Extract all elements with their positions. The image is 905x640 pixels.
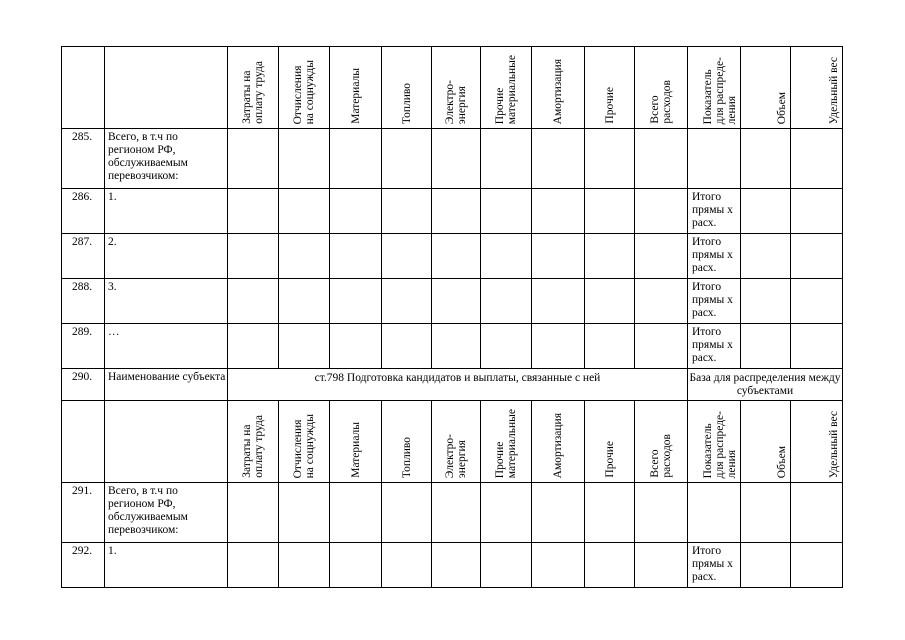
cost-distribution-table bbox=[61, 46, 843, 588]
column-header-wrap bbox=[741, 92, 790, 128]
table-row bbox=[62, 483, 843, 543]
value-cell bbox=[330, 189, 382, 234]
value-cell bbox=[279, 234, 330, 279]
header-name-blank bbox=[105, 401, 228, 483]
column-header-label: Топливо bbox=[400, 436, 413, 478]
column-header-wrap bbox=[330, 68, 381, 128]
value-cell bbox=[635, 234, 688, 279]
share-cell bbox=[791, 483, 843, 543]
header-num-blank bbox=[62, 47, 105, 129]
value-cell bbox=[532, 234, 585, 279]
column-header bbox=[279, 47, 330, 129]
column-header-wrap bbox=[791, 411, 842, 482]
row-name: … bbox=[105, 324, 228, 369]
column-header-label: Затраты на оплату труда bbox=[241, 415, 265, 478]
column-header-wrap bbox=[382, 437, 431, 482]
column-header bbox=[585, 401, 635, 483]
column-header-wrap bbox=[228, 61, 278, 128]
column-header-wrap bbox=[585, 87, 634, 128]
row-number: 289. bbox=[62, 324, 105, 369]
column-header-label: Электро- энергия bbox=[444, 79, 468, 124]
value-cell bbox=[481, 189, 532, 234]
value-cell bbox=[279, 279, 330, 324]
column-header bbox=[688, 401, 741, 483]
column-header bbox=[791, 47, 843, 129]
column-header bbox=[688, 47, 741, 129]
column-header-wrap bbox=[382, 83, 431, 128]
table-row bbox=[62, 189, 843, 234]
value-cell bbox=[228, 129, 279, 189]
column-header-label: Всего расходов bbox=[649, 80, 673, 124]
column-header-wrap bbox=[688, 57, 740, 128]
value-cell bbox=[432, 543, 481, 588]
value-cell bbox=[432, 324, 481, 369]
column-header bbox=[382, 47, 432, 129]
column-header-wrap bbox=[585, 441, 634, 482]
value-cell bbox=[532, 279, 585, 324]
row-name: 1. bbox=[105, 189, 228, 234]
value-cell bbox=[279, 189, 330, 234]
volume-cell bbox=[741, 324, 791, 369]
row-number: 288. bbox=[62, 279, 105, 324]
section-row bbox=[62, 369, 843, 401]
column-header-label: Показатель для распреде- ления bbox=[702, 410, 738, 478]
value-cell bbox=[279, 543, 330, 588]
value-cell bbox=[635, 189, 688, 234]
column-header bbox=[532, 47, 585, 129]
column-header-label: Прочие bbox=[603, 87, 616, 124]
table-row bbox=[62, 129, 843, 189]
column-header-label: Отчисления на соцнужды bbox=[292, 59, 316, 124]
share-cell bbox=[791, 234, 843, 279]
table-row bbox=[62, 234, 843, 279]
column-header-wrap bbox=[635, 80, 687, 128]
column-header-wrap bbox=[688, 411, 740, 482]
value-cell bbox=[382, 279, 432, 324]
value-cell bbox=[330, 129, 382, 189]
column-header bbox=[279, 401, 330, 483]
column-header bbox=[635, 401, 688, 483]
value-cell bbox=[228, 543, 279, 588]
column-header-label: Объем bbox=[776, 445, 788, 478]
value-cell bbox=[432, 189, 481, 234]
column-header-label: Всего расходов bbox=[649, 434, 673, 478]
value-cell bbox=[330, 483, 382, 543]
column-header bbox=[585, 47, 635, 129]
column-header bbox=[228, 47, 279, 129]
value-cell bbox=[585, 234, 635, 279]
value-cell bbox=[481, 234, 532, 279]
volume-cell bbox=[741, 234, 791, 279]
column-header-label: Удельный вес bbox=[828, 410, 840, 478]
column-header-label: Прочие материальные bbox=[494, 54, 518, 124]
volume-cell bbox=[741, 543, 791, 588]
value-cell bbox=[228, 324, 279, 369]
column-header-label: Прочие bbox=[603, 441, 616, 478]
row-indicator: Итого прямы х расх. bbox=[688, 543, 741, 588]
volume-cell bbox=[741, 279, 791, 324]
value-cell bbox=[635, 324, 688, 369]
row-number: 291. bbox=[62, 483, 105, 543]
column-header-label: Прочие материальные bbox=[494, 408, 518, 478]
value-cell bbox=[481, 483, 532, 543]
share-cell bbox=[791, 129, 843, 189]
column-header-label: Затраты на оплату труда bbox=[241, 61, 265, 124]
value-cell bbox=[330, 234, 382, 279]
value-cell bbox=[532, 324, 585, 369]
section-name: Наименование субъекта bbox=[105, 369, 228, 401]
value-cell bbox=[481, 543, 532, 588]
row-indicator: Итого прямы х расх. bbox=[688, 189, 741, 234]
value-cell bbox=[481, 324, 532, 369]
value-cell bbox=[228, 234, 279, 279]
column-header-label: Показатель для распреде- ления bbox=[702, 56, 738, 124]
column-header bbox=[791, 401, 843, 483]
table-row bbox=[62, 324, 843, 369]
value-cell bbox=[279, 129, 330, 189]
value-cell bbox=[635, 483, 688, 543]
volume-cell bbox=[741, 483, 791, 543]
value-cell bbox=[228, 279, 279, 324]
column-header bbox=[330, 47, 382, 129]
row-name: 3. bbox=[105, 279, 228, 324]
column-header bbox=[228, 401, 279, 483]
row-indicator: Итого прямы х расх. bbox=[688, 234, 741, 279]
value-cell bbox=[532, 483, 585, 543]
value-cell bbox=[382, 234, 432, 279]
column-header-wrap bbox=[432, 434, 480, 482]
value-cell bbox=[228, 483, 279, 543]
row-number: 287. bbox=[62, 234, 105, 279]
value-cell bbox=[228, 189, 279, 234]
distribution-base: База для распределения между субъектами bbox=[688, 369, 843, 401]
column-header-label: Топливо bbox=[400, 82, 413, 124]
value-cell bbox=[432, 279, 481, 324]
row-name: Всего, в т.ч по регионом РФ, обслуживаемым перевозчиком: bbox=[105, 129, 228, 189]
value-cell bbox=[330, 543, 382, 588]
value-cell bbox=[382, 324, 432, 369]
table-row bbox=[62, 279, 843, 324]
column-header-wrap bbox=[635, 434, 687, 482]
value-cell bbox=[432, 234, 481, 279]
value-cell bbox=[481, 129, 532, 189]
column-header-wrap bbox=[532, 413, 584, 482]
column-header bbox=[432, 47, 481, 129]
column-header-wrap bbox=[532, 59, 584, 128]
value-cell bbox=[279, 324, 330, 369]
volume-cell bbox=[741, 189, 791, 234]
column-header-wrap bbox=[228, 415, 278, 482]
value-cell bbox=[585, 279, 635, 324]
column-header-wrap bbox=[330, 422, 381, 482]
value-cell bbox=[585, 129, 635, 189]
column-header bbox=[532, 401, 585, 483]
column-header-wrap bbox=[481, 409, 531, 482]
value-cell bbox=[481, 279, 532, 324]
row-number: 285. bbox=[62, 129, 105, 189]
column-header bbox=[741, 401, 791, 483]
row-indicator: Итого прямы х расх. bbox=[688, 324, 741, 369]
column-header-wrap bbox=[279, 60, 329, 128]
value-cell bbox=[432, 129, 481, 189]
column-header-label: Амортизация bbox=[552, 58, 564, 124]
table-body bbox=[62, 47, 843, 588]
value-cell bbox=[382, 129, 432, 189]
share-cell bbox=[791, 279, 843, 324]
column-header-label: Отчисления на соцнужды bbox=[292, 413, 316, 478]
value-cell bbox=[382, 483, 432, 543]
value-cell bbox=[432, 483, 481, 543]
column-header-label: Материалы bbox=[349, 422, 362, 478]
row-name: 2. bbox=[105, 234, 228, 279]
value-cell bbox=[279, 483, 330, 543]
value-cell bbox=[532, 543, 585, 588]
column-header-row bbox=[62, 401, 843, 483]
header-name-blank bbox=[105, 47, 228, 129]
column-header-label: Материалы bbox=[349, 68, 362, 124]
value-cell bbox=[330, 324, 382, 369]
row-indicator: Итого прямы х расх. bbox=[688, 279, 741, 324]
value-cell bbox=[532, 189, 585, 234]
value-cell bbox=[585, 189, 635, 234]
row-name: 1. bbox=[105, 543, 228, 588]
column-header bbox=[481, 401, 532, 483]
value-cell bbox=[382, 189, 432, 234]
value-cell bbox=[585, 543, 635, 588]
column-header-row bbox=[62, 47, 843, 129]
volume-cell bbox=[741, 129, 791, 189]
column-header-wrap bbox=[481, 55, 531, 128]
row-indicator bbox=[688, 483, 741, 543]
column-header-label: Электро- энергия bbox=[444, 433, 468, 478]
column-header bbox=[635, 47, 688, 129]
value-cell bbox=[330, 279, 382, 324]
value-cell bbox=[585, 483, 635, 543]
column-header-wrap bbox=[791, 57, 842, 128]
value-cell bbox=[635, 543, 688, 588]
row-indicator bbox=[688, 129, 741, 189]
column-header-wrap bbox=[432, 80, 480, 128]
value-cell bbox=[635, 279, 688, 324]
row-number: 286. bbox=[62, 189, 105, 234]
table-row bbox=[62, 543, 843, 588]
column-header bbox=[741, 47, 791, 129]
value-cell bbox=[532, 129, 585, 189]
value-cell bbox=[382, 543, 432, 588]
value-cell bbox=[635, 129, 688, 189]
value-cell bbox=[585, 324, 635, 369]
share-cell bbox=[791, 189, 843, 234]
row-name: Всего, в т.ч по регионом РФ, обслуживаемым перевозчиком: bbox=[105, 483, 228, 543]
column-header-label: Амортизация bbox=[552, 412, 564, 478]
share-cell bbox=[791, 543, 843, 588]
header-num-blank bbox=[62, 401, 105, 483]
section-number: 290. bbox=[62, 369, 105, 401]
section-title: ст.798 Подготовка кандидатов и выплаты, связанные с ней bbox=[228, 369, 688, 401]
column-header bbox=[330, 401, 382, 483]
column-header bbox=[481, 47, 532, 129]
column-header-wrap bbox=[741, 446, 790, 482]
column-header bbox=[382, 401, 432, 483]
column-header bbox=[432, 401, 481, 483]
column-header-label: Удельный вес bbox=[828, 56, 840, 124]
column-header-wrap bbox=[279, 414, 329, 482]
share-cell bbox=[791, 324, 843, 369]
row-number: 292. bbox=[62, 543, 105, 588]
column-header-label: Объем bbox=[776, 91, 788, 124]
